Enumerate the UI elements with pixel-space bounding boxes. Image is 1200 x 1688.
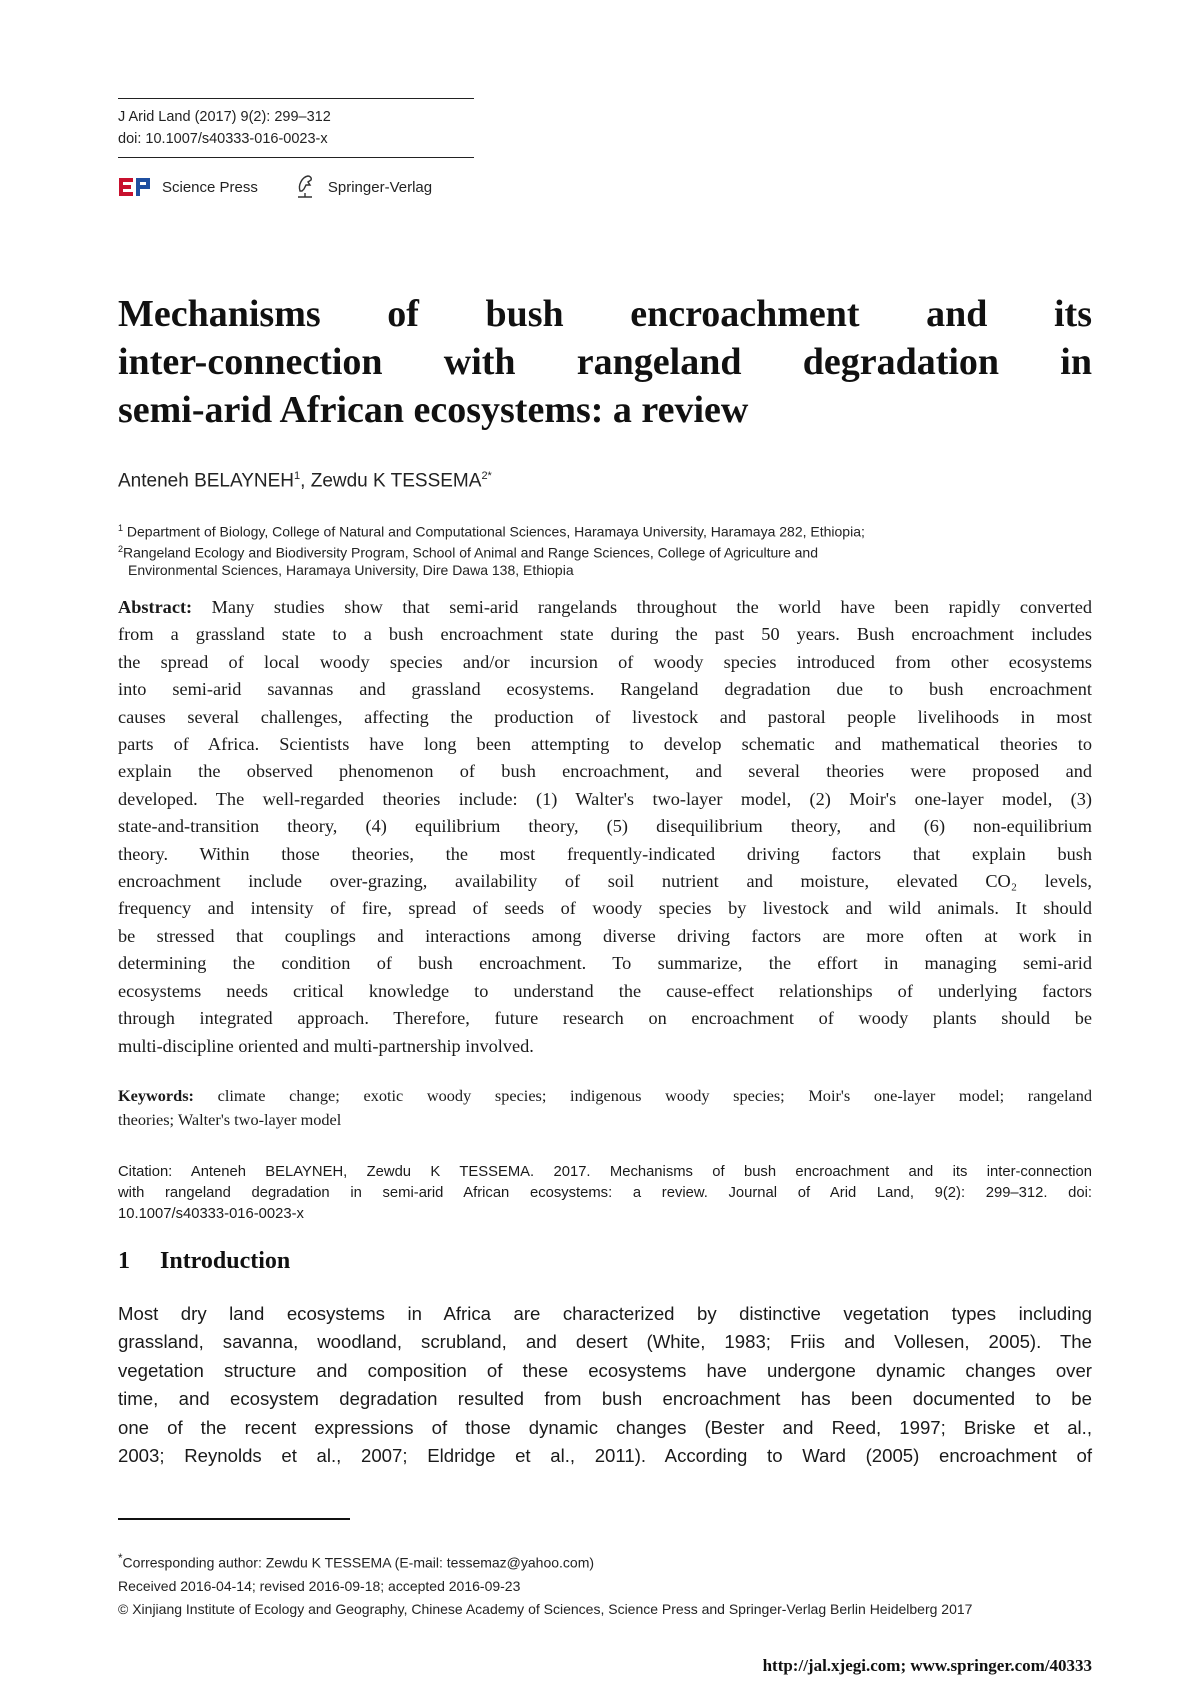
keywords bbox=[118, 1084, 1092, 1132]
publisher-springer bbox=[292, 173, 432, 201]
body-line: 2003; Reynolds et al., 2007; Eldridge et al., 2011). According to Ward (2005) encroachment of bbox=[118, 1445, 1092, 1467]
science-press-logo-icon bbox=[118, 176, 152, 198]
header-top-rule bbox=[118, 98, 474, 99]
footnote-copyright: © Xinjiang Institute of Ecology and Geography, Chinese Academy of Sciences, Science Press and Springer-Verlag Berlin Heidelberg 2017 bbox=[118, 1601, 973, 1617]
body-line: Most dry land ecosystems in Africa are characterized by distinctive vegetation types including bbox=[118, 1303, 1092, 1324]
keywords-label: Keywords: bbox=[118, 1086, 194, 1105]
body-line: time, and ecosystem degradation resulted from bush encroachment has been documented to be bbox=[118, 1388, 1092, 1410]
abstract-line: ecosystems needs critical knowledge to understand the cause-effect relationships of underlying factors bbox=[118, 980, 1092, 1001]
affiliation-text: Rangeland Ecology and Biodiversity Program, School of Animal and Range Sciences, College of Agriculture and bbox=[123, 544, 818, 561]
affiliation-sup: 1 bbox=[118, 523, 124, 533]
journal-doi-line: doi: 10.1007/s40333-016-0023-x bbox=[118, 131, 328, 147]
keywords-line bbox=[118, 1084, 1092, 1108]
abstract-line: causes several challenges, affecting the production of livestock and pastoral people livelihoods in most bbox=[118, 706, 1092, 727]
abstract-line: through integrated approach. Therefore, future research on encroachment of woody plants should be bbox=[118, 1008, 1092, 1029]
keywords-text: climate change; exotic woody species; indigenous woody species; Moir's one-layer model; rangeland bbox=[193, 1086, 1092, 1105]
body-line: one of the recent expressions of those dynamic changes (Bester and Reed, 1997; Briske et al., bbox=[118, 1416, 1092, 1438]
body-line: vegetation structure and composition of these ecosystems have undergone dynamic changes over bbox=[118, 1359, 1092, 1381]
footnote-rule bbox=[118, 1518, 350, 1520]
citation-line: with rangeland degradation in semi-arid African ecosystems: a review. Journal of Arid Land, 9(2): 299–312. doi: bbox=[118, 1185, 1092, 1201]
citation-line bbox=[118, 1162, 1092, 1183]
introduction-body bbox=[118, 1300, 1092, 1470]
header-bottom-rule bbox=[118, 157, 474, 158]
footnote-corresponding bbox=[118, 1552, 1098, 1571]
abstract-label: Abstract: bbox=[118, 597, 193, 617]
abstract-line: multi-discipline oriented and multi-partnership involved. bbox=[118, 1035, 534, 1056]
abstract-line: parts of Africa. Scientists have long been attempting to develop schematic and mathematical theories to bbox=[118, 734, 1092, 755]
body-line: grassland, savanna, woodland, scrubland, and desert (White, 1983; Friis and Vollesen, 2005). The bbox=[118, 1331, 1092, 1353]
abstract-line: determining the condition of bush encroachment. To summarize, the effort in managing semi-arid bbox=[118, 953, 1092, 974]
author-separator: , bbox=[300, 470, 311, 492]
abstract-line: from a grassland state to a bush encroachment state during the past 50 years. Bush encroachment includes bbox=[118, 624, 1092, 645]
author-affiliation-sup: 2* bbox=[481, 470, 492, 482]
journal-url[interactable]: http://jal.xjegi.com; www.springer.com/40333 bbox=[762, 1656, 1092, 1675]
publisher-science-press bbox=[118, 176, 258, 198]
footnote-sup: * bbox=[118, 1552, 123, 1565]
section-title: Introduction bbox=[160, 1248, 291, 1274]
abstract-line: frequency and intensity of fire, spread of seeds of woody species by livestock and wild animals. It should bbox=[118, 898, 1092, 919]
abstract-text: Many studies show that semi-arid rangelands throughout the world have been rapidly converted bbox=[192, 597, 1092, 617]
citation-text: Anteneh BELAYNEH, Zewdu K TESSEMA. 2017. Mechanisms of bush encroachment and its inter-connection bbox=[172, 1164, 1092, 1180]
citation bbox=[118, 1162, 1092, 1225]
author-list bbox=[118, 470, 492, 492]
footnote-received: Received 2016-04-14; revised 2016-09-18; accepted 2016-09-23 bbox=[118, 1578, 521, 1594]
section-heading bbox=[118, 1248, 290, 1275]
affiliation-sup: 2 bbox=[118, 544, 124, 554]
title-line: inter-connection with rangeland degradation in bbox=[118, 341, 1092, 383]
abstract-line bbox=[118, 594, 1092, 621]
abstract-line: into semi-arid savannas and grassland ecosystems. Rangeland degradation due to bush encroachment bbox=[118, 679, 1092, 700]
author-name: Zewdu K TESSEMA bbox=[310, 470, 482, 492]
footnote-text: Corresponding author: Zewdu K TESSEMA (E-mail: tessemaz@yahoo.com) bbox=[122, 1554, 595, 1571]
article-title bbox=[118, 290, 1092, 434]
abstract-line: state-and-transition theory, (4) equilibrium theory, (5) disequilibrium theory, and (6) non-equilibrium bbox=[118, 816, 1092, 837]
keywords-line: theories; Walter's two-layer model bbox=[118, 1110, 342, 1129]
publisher-name: Springer-Verlag bbox=[327, 178, 433, 196]
abstract-line: encroachment include over-grazing, availability of soil nutrient and moisture, elevated CO₂ levels, bbox=[118, 871, 1092, 892]
abstract-line: explain the observed phenomenon of bush encroachment, and several theories were proposed and bbox=[118, 761, 1092, 782]
citation-label: Citation: bbox=[118, 1164, 173, 1180]
author-name: Anteneh BELAYNEH bbox=[118, 470, 295, 492]
affiliation-2-continued: Environmental Sciences, Haramaya University, Dire Dawa 138, Ethiopia bbox=[128, 562, 574, 578]
abstract-line: be stressed that couplings and interactions among diverse driving factors are more often at work in bbox=[118, 925, 1092, 946]
section-number: 1 bbox=[118, 1248, 130, 1274]
title-line: Mechanisms of bush encroachment and its bbox=[118, 293, 1092, 335]
citation-line: 10.1007/s40333-016-0023-x bbox=[118, 1206, 304, 1222]
journal-citation-line: J Arid Land (2017) 9(2): 299–312 bbox=[118, 109, 331, 125]
abstract-line: theory. Within those theories, the most frequently-indicated driving factors that explain bush bbox=[118, 843, 1092, 864]
abstract-line: developed. The well-regarded theories include: (1) Walter's two-layer model, (2) Moir's one-layer model, (3) bbox=[118, 788, 1092, 809]
abstract bbox=[118, 594, 1092, 1060]
abstract-line: the spread of local woody species and/or incursion of woody species introduced from other ecosystems bbox=[118, 651, 1092, 672]
title-line: semi-arid African ecosystems: a review bbox=[118, 389, 749, 431]
author-affiliation-sup: 1 bbox=[294, 470, 301, 482]
publisher-name: Science Press bbox=[162, 178, 258, 196]
springer-horse-logo-icon bbox=[292, 173, 318, 201]
publisher-row bbox=[118, 172, 466, 202]
affiliation-text: Department of Biology, College of Natural and Computational Sciences, Haramaya University, Haramaya 282, Ethiopia; bbox=[126, 523, 865, 540]
